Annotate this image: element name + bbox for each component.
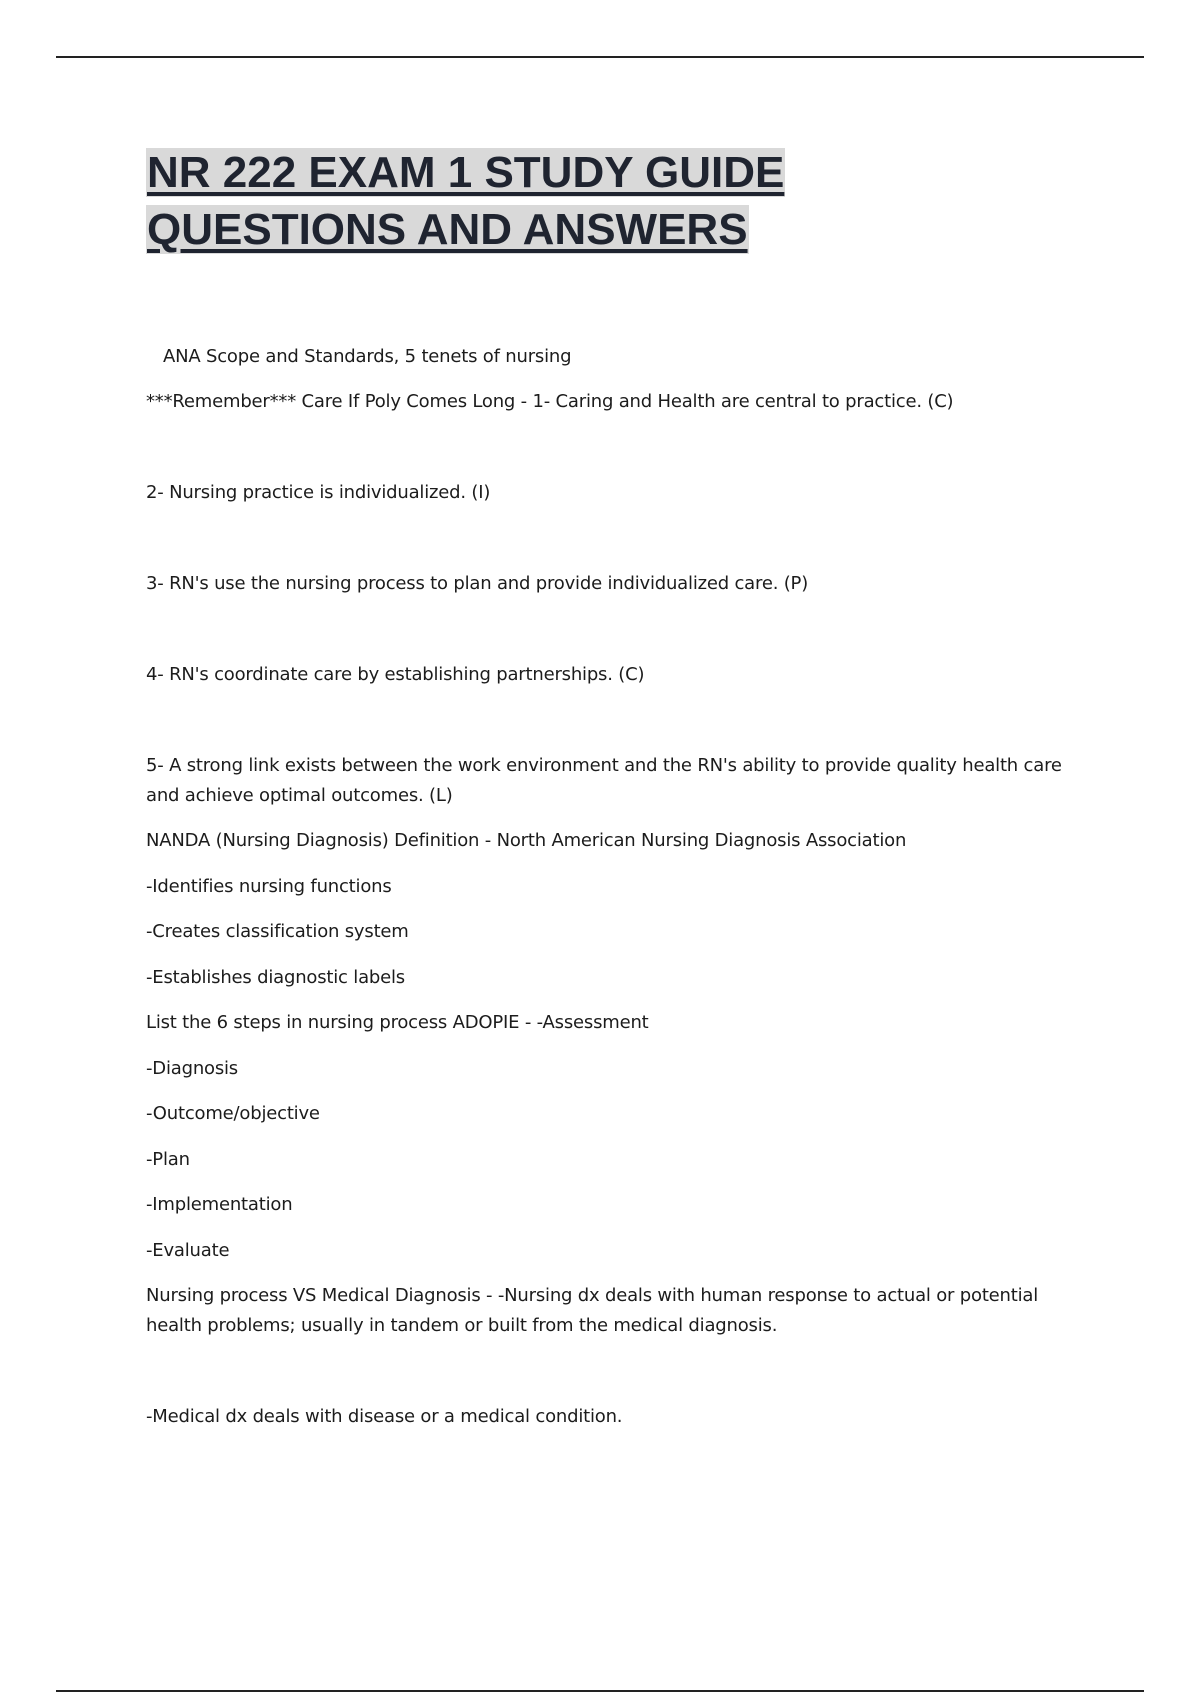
footer-rule (56, 1690, 1144, 1692)
list-item: -Diagnosis (146, 1058, 238, 1079)
paragraph-medical-dx: -Medical dx deals with disease or a medical condition. (146, 1406, 623, 1427)
list-item: -Establishes diagnostic labels (146, 967, 405, 988)
header-rule (56, 56, 1144, 58)
paragraph-tenet-5: 5- A strong link exists between the work environment and the RN's ability to provide quality health care and achieve optimal outcomes. (L) (146, 755, 1062, 806)
title-line-1: NR 222 EXAM 1 STUDY GUIDE (147, 148, 785, 197)
paragraph-nursing-vs-medical: Nursing process VS Medical Diagnosis - -Nursing dx deals with human response to actual or potential health problems; usually in tandem or built from the medical diagnosis. (146, 1285, 1039, 1336)
list-item: -Plan (146, 1149, 190, 1170)
list-item: -Outcome/objective (146, 1103, 320, 1124)
list-item: -Identifies nursing functions (146, 876, 392, 897)
paragraph-tenet-1: ***Remember*** Care If Poly Comes Long - 1- Caring and Health are central to practice. (C) (146, 391, 954, 412)
paragraph-tenet-2: 2- Nursing practice is individualized. (I) (146, 482, 491, 503)
title-line-2: QUESTIONS AND ANSWERS (147, 205, 748, 254)
paragraph-adopie: List the 6 steps in nursing process ADOPIE - -Assessment (146, 1012, 649, 1033)
paragraph-tenet-3: 3- RN's use the nursing process to plan and provide individualized care. (P) (146, 573, 809, 594)
paragraph-tenet-4: 4- RN's coordinate care by establishing partnerships. (C) (146, 664, 645, 685)
document-title (146, 144, 785, 258)
list-item: -Evaluate (146, 1240, 230, 1261)
list-item: -Creates classification system (146, 921, 409, 942)
paragraph-ana-heading: ANA Scope and Standards, 5 tenets of nursing (163, 346, 572, 367)
list-item: -Implementation (146, 1194, 293, 1215)
paragraph-nanda-definition: NANDA (Nursing Diagnosis) Definition - North American Nursing Diagnosis Association (146, 830, 907, 851)
